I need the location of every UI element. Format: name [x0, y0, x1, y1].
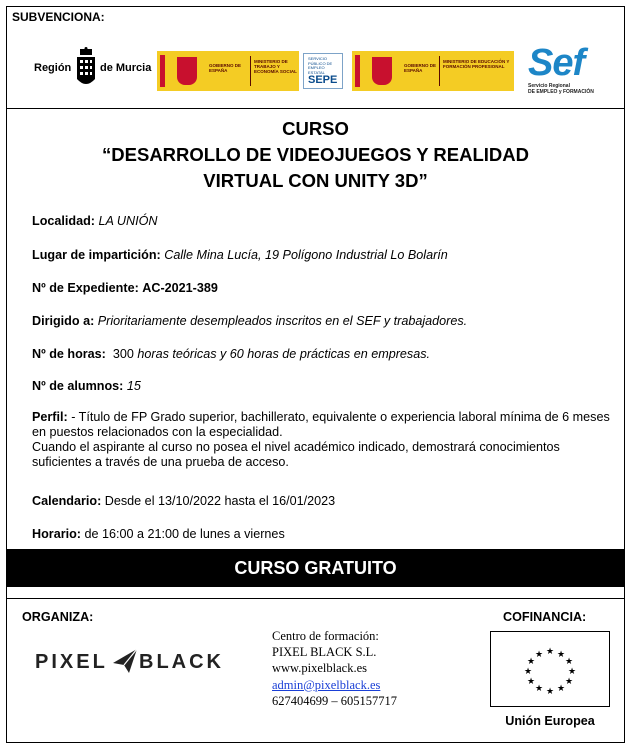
gov-educacion-logo: [352, 51, 514, 91]
horas-value: horas teóricas y 60 horas de prácticas en empresas.: [137, 347, 431, 361]
curso-gratuito-banner: CURSO GRATUITO: [7, 549, 624, 587]
organiza-label: ORGANIZA:: [22, 610, 94, 624]
sepe-text: SEPE: [308, 74, 338, 86]
perfil-label: Perfil:: [32, 410, 68, 424]
lugar-value: Calle Mina Lucía, 19 Polígono Industrial Lo Bolarín: [164, 248, 448, 262]
gov2-line1: GOBIERNO DE ESPAÑA: [404, 63, 437, 73]
course-title-line1: CURSO: [282, 118, 349, 139]
cofinancia-label: COFINANCIA:: [503, 610, 587, 624]
murcia-crest-icon: [74, 47, 98, 97]
perfil-text2: Cuando el aspirante al curso no posea el nivel académico indicado, demostrará conocimientos suficientes a través de una prueba de acceso.: [32, 440, 560, 469]
calendario-value: Desde el 13/10/2022 hasta el 16/01/2023: [104, 494, 336, 508]
sepe-small-text: SERVICIO PÚBLICO DE EMPLEO ESTATAL: [308, 56, 333, 75]
course-title-line3: VIRTUAL CON UNITY 3D”: [203, 170, 428, 191]
horario-label: Horario:: [32, 527, 81, 541]
svg-text:★: ★: [545, 687, 555, 697]
alumnos-value: 15: [126, 379, 141, 393]
black-word: BLACK: [139, 651, 224, 673]
gov2-line2: MINISTERIO DE EDUCACIÓN Y FORMACIÓN PROFESIONAL: [443, 59, 510, 69]
union-europea-label: Unión Europea: [505, 714, 595, 728]
dirigido-value: Prioritariamente desempleados inscritos en el SEF y trabajadores.: [97, 314, 468, 328]
calendario-label: Calendario:: [32, 494, 102, 508]
paper-plane-icon: [111, 647, 139, 675]
gov1-separator: [250, 56, 251, 86]
lugar-row: [32, 248, 448, 263]
svg-text:★: ★: [526, 657, 536, 667]
horario-value: de 16:00 a 21:00 de lunes a viernes: [84, 527, 285, 541]
horas-row: [32, 347, 430, 362]
divider-top: [6, 108, 625, 109]
horario-row: [32, 527, 285, 542]
svg-text:★: ★: [564, 677, 574, 687]
perfil-text1: - Título de FP Grado superior, bachillerato, equivalente o experiencia laboral mínima de 6 meses en puestos relacionados con la especialidad.: [32, 410, 610, 439]
svg-text:★: ★: [523, 667, 533, 677]
flag-stripe-icon: [355, 55, 360, 87]
spain-shield-icon: [177, 57, 197, 85]
svg-text:★: ★: [526, 677, 536, 687]
expediente-value: AC-2021-389: [142, 281, 218, 295]
sef-sub2: DE EMPLEO y FORMACIÓN: [528, 89, 594, 95]
alumnos-label: Nº de alumnos:: [32, 379, 124, 393]
svg-text:★: ★: [564, 657, 574, 667]
svg-text:★: ★: [556, 684, 566, 694]
centro-info: [272, 628, 397, 709]
gov2-separator: [439, 56, 440, 86]
pixel-word: PIXEL: [35, 651, 108, 673]
expediente-label: Nº de Expediente:: [32, 281, 139, 295]
centro-web: www.pixelblack.es: [272, 661, 367, 676]
de-murcia-word: de Murcia: [100, 62, 152, 74]
sef-word: Sef: [528, 42, 585, 84]
sef-sub1: Servicio Regional: [528, 83, 570, 89]
eu-flag: [490, 631, 610, 707]
sepe-logo: [303, 53, 343, 89]
centro-line1: Centro de formación:: [272, 629, 379, 643]
dirigido-row: [32, 314, 467, 329]
centro-line2: PIXEL BLACK S.L.: [272, 645, 377, 660]
localidad-value: LA UNIÓN: [98, 214, 158, 228]
divider-bottom: [6, 598, 625, 599]
svg-text:★: ★: [534, 684, 544, 694]
sef-subtitle: [528, 83, 594, 95]
lugar-label: Lugar de impartición:: [32, 248, 161, 262]
centro-phones: 627404699 – 605157717: [272, 693, 397, 708]
svg-text:★: ★: [556, 650, 566, 660]
horas-label: Nº de horas:: [32, 347, 106, 361]
dirigido-label: Dirigido a:: [32, 314, 95, 328]
flag-stripe-icon: [160, 55, 165, 87]
course-title-line2: “DESARROLLO DE VIDEOJUEGOS Y REALIDAD: [102, 144, 529, 165]
localidad-label: Localidad:: [32, 214, 95, 228]
pixelblack-logo: [35, 645, 224, 679]
sef-logo: [526, 42, 606, 100]
svg-text:★: ★: [545, 647, 555, 657]
alumnos-row: [32, 379, 141, 394]
svg-text:★: ★: [567, 667, 577, 677]
spain-shield-icon: [372, 57, 392, 85]
perfil-block: [32, 410, 622, 470]
eu-stars-icon: [491, 632, 609, 706]
region-murcia-logo: [34, 47, 152, 97]
calendario-row: [32, 494, 335, 509]
subvenciona-label: SUBVENCIONA:: [12, 10, 105, 24]
svg-text:★: ★: [534, 650, 544, 660]
localidad-row: [32, 214, 158, 229]
gov1-line1: GOBIERNO DE ESPAÑA: [209, 63, 242, 73]
horas-num: 300: [112, 347, 134, 361]
gov1-line2: MINISTERIO DE TRABAJO Y ECONOMÍA SOCIAL: [254, 59, 297, 74]
centro-email-link[interactable]: admin@pixelblack.es: [272, 677, 381, 692]
expediente-row: [32, 281, 218, 296]
gov-trabajo-logo: [157, 51, 344, 91]
region-word: Región: [34, 62, 72, 74]
